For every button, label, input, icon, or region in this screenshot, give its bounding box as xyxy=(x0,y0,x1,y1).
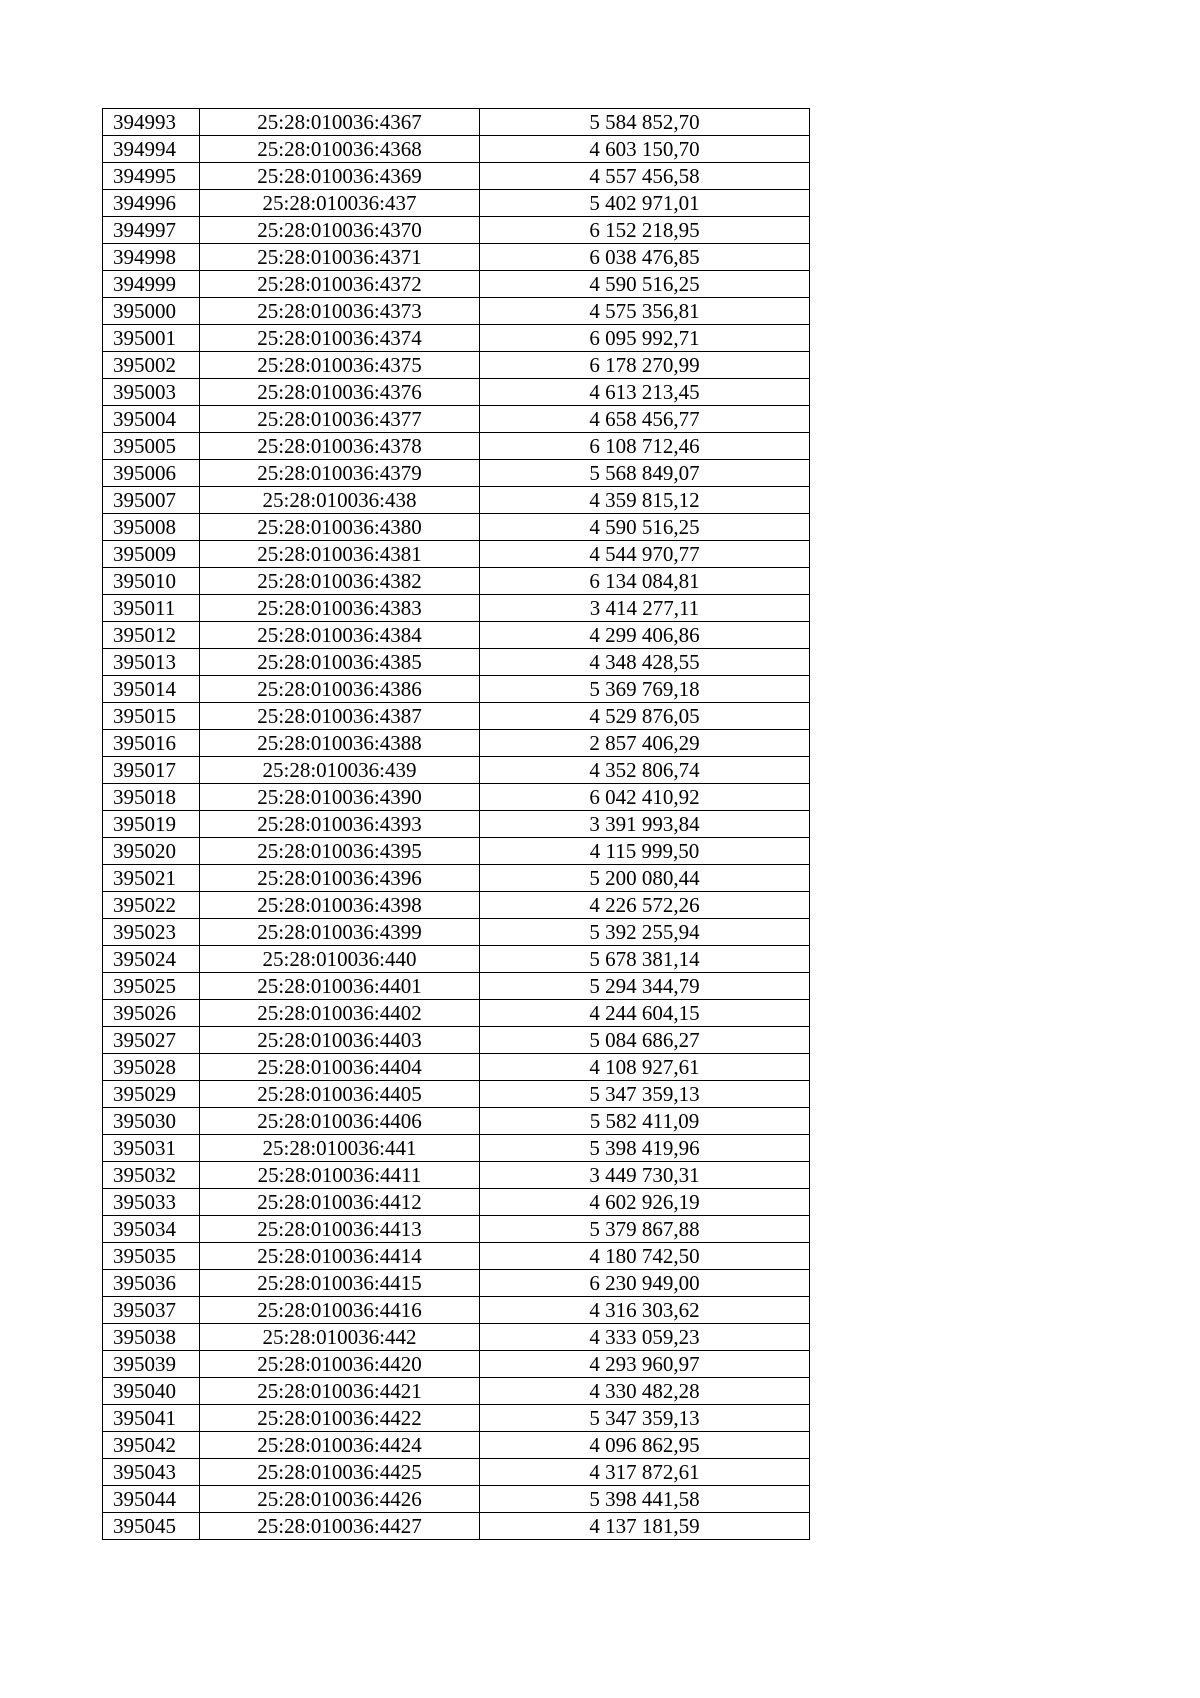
table-row xyxy=(103,460,810,487)
table-row xyxy=(103,541,810,568)
table-row xyxy=(103,433,810,460)
row-number-cell: 395007 xyxy=(103,487,200,514)
table-row xyxy=(103,1486,810,1513)
cadastral-number-cell: 25:28:010036:4380 xyxy=(200,514,480,541)
cadastral-value-cell: 5 379 867,88 xyxy=(480,1216,810,1243)
table-row xyxy=(103,838,810,865)
table-row xyxy=(103,703,810,730)
cadastral-number-cell: 25:28:010036:439 xyxy=(200,757,480,784)
cadastral-number-cell: 25:28:010036:4399 xyxy=(200,919,480,946)
cadastral-number-cell: 25:28:010036:4373 xyxy=(200,298,480,325)
cadastral-value-cell: 6 178 270,99 xyxy=(480,352,810,379)
cadastral-value-cell: 5 582 411,09 xyxy=(480,1108,810,1135)
table-row xyxy=(103,1405,810,1432)
row-number-cell: 395027 xyxy=(103,1027,200,1054)
cadastral-number-cell: 25:28:010036:4422 xyxy=(200,1405,480,1432)
row-number-cell: 395016 xyxy=(103,730,200,757)
cadastral-value-cell: 5 084 686,27 xyxy=(480,1027,810,1054)
cadastral-value-cell: 5 402 971,01 xyxy=(480,190,810,217)
cadastral-value-cell: 4 613 213,45 xyxy=(480,379,810,406)
cadastral-value-cell: 5 584 852,70 xyxy=(480,109,810,136)
row-number-cell: 395003 xyxy=(103,379,200,406)
table-row xyxy=(103,811,810,838)
table-row xyxy=(103,217,810,244)
table-row xyxy=(103,190,810,217)
table-row xyxy=(103,136,810,163)
row-number-cell: 395014 xyxy=(103,676,200,703)
table-body xyxy=(103,109,810,1540)
cadastral-value-cell: 5 347 359,13 xyxy=(480,1405,810,1432)
row-number-cell: 395032 xyxy=(103,1162,200,1189)
cadastral-value-cell: 4 529 876,05 xyxy=(480,703,810,730)
cadastral-value-table xyxy=(102,108,810,1540)
cadastral-value-cell: 4 137 181,59 xyxy=(480,1513,810,1540)
cadastral-number-cell: 25:28:010036:4420 xyxy=(200,1351,480,1378)
cadastral-number-cell: 25:28:010036:4427 xyxy=(200,1513,480,1540)
cadastral-value-cell: 4 590 516,25 xyxy=(480,514,810,541)
row-number-cell: 395024 xyxy=(103,946,200,973)
cadastral-value-cell: 6 134 084,81 xyxy=(480,568,810,595)
cadastral-number-cell: 25:28:010036:4368 xyxy=(200,136,480,163)
cadastral-value-cell: 4 317 872,61 xyxy=(480,1459,810,1486)
table-row xyxy=(103,325,810,352)
cadastral-number-cell: 25:28:010036:4396 xyxy=(200,865,480,892)
row-number-cell: 395005 xyxy=(103,433,200,460)
cadastral-value-cell: 5 678 381,14 xyxy=(480,946,810,973)
row-number-cell: 395037 xyxy=(103,1297,200,1324)
row-number-cell: 394993 xyxy=(103,109,200,136)
cadastral-number-cell: 25:28:010036:4370 xyxy=(200,217,480,244)
cadastral-number-cell: 25:28:010036:4403 xyxy=(200,1027,480,1054)
table-row xyxy=(103,1135,810,1162)
cadastral-number-cell: 25:28:010036:4416 xyxy=(200,1297,480,1324)
row-number-cell: 395012 xyxy=(103,622,200,649)
table-row xyxy=(103,487,810,514)
table-row xyxy=(103,946,810,973)
cadastral-number-cell: 25:28:010036:4395 xyxy=(200,838,480,865)
cadastral-value-cell: 2 857 406,29 xyxy=(480,730,810,757)
table-row xyxy=(103,1513,810,1540)
cadastral-value-cell: 4 603 150,70 xyxy=(480,136,810,163)
cadastral-value-cell: 5 398 441,58 xyxy=(480,1486,810,1513)
row-number-cell: 395021 xyxy=(103,865,200,892)
row-number-cell: 395023 xyxy=(103,919,200,946)
cadastral-number-cell: 25:28:010036:4393 xyxy=(200,811,480,838)
cadastral-number-cell: 25:28:010036:4387 xyxy=(200,703,480,730)
cadastral-value-cell: 5 347 359,13 xyxy=(480,1081,810,1108)
cadastral-number-cell: 25:28:010036:4378 xyxy=(200,433,480,460)
cadastral-value-cell: 5 200 080,44 xyxy=(480,865,810,892)
cadastral-number-cell: 25:28:010036:4390 xyxy=(200,784,480,811)
table-row xyxy=(103,1243,810,1270)
row-number-cell: 395033 xyxy=(103,1189,200,1216)
cadastral-number-cell: 25:28:010036:4381 xyxy=(200,541,480,568)
cadastral-number-cell: 25:28:010036:437 xyxy=(200,190,480,217)
cadastral-value-cell: 4 244 604,15 xyxy=(480,1000,810,1027)
table-row xyxy=(103,1000,810,1027)
row-number-cell: 395026 xyxy=(103,1000,200,1027)
cadastral-value-cell: 3 449 730,31 xyxy=(480,1162,810,1189)
cadastral-value-cell: 4 226 572,26 xyxy=(480,892,810,919)
table-row xyxy=(103,406,810,433)
cadastral-number-cell: 25:28:010036:4415 xyxy=(200,1270,480,1297)
cadastral-number-cell: 25:28:010036:4369 xyxy=(200,163,480,190)
table-row xyxy=(103,676,810,703)
cadastral-value-cell: 5 294 344,79 xyxy=(480,973,810,1000)
table-row xyxy=(103,1054,810,1081)
cadastral-number-cell: 25:28:010036:4372 xyxy=(200,271,480,298)
table-row xyxy=(103,1108,810,1135)
table-row xyxy=(103,1459,810,1486)
table-row xyxy=(103,1324,810,1351)
row-number-cell: 395009 xyxy=(103,541,200,568)
cadastral-number-cell: 25:28:010036:4375 xyxy=(200,352,480,379)
cadastral-value-cell: 4 602 926,19 xyxy=(480,1189,810,1216)
table-row xyxy=(103,568,810,595)
cadastral-number-cell: 25:28:010036:4412 xyxy=(200,1189,480,1216)
row-number-cell: 395020 xyxy=(103,838,200,865)
row-number-cell: 394995 xyxy=(103,163,200,190)
row-number-cell: 395041 xyxy=(103,1405,200,1432)
row-number-cell: 394998 xyxy=(103,244,200,271)
table-row xyxy=(103,514,810,541)
cadastral-value-cell: 4 348 428,55 xyxy=(480,649,810,676)
table-row xyxy=(103,379,810,406)
table-row xyxy=(103,973,810,1000)
row-number-cell: 395013 xyxy=(103,649,200,676)
table-row xyxy=(103,1216,810,1243)
cadastral-number-cell: 25:28:010036:4398 xyxy=(200,892,480,919)
cadastral-value-cell: 4 096 862,95 xyxy=(480,1432,810,1459)
row-number-cell: 395000 xyxy=(103,298,200,325)
row-number-cell: 395015 xyxy=(103,703,200,730)
row-number-cell: 395030 xyxy=(103,1108,200,1135)
row-number-cell: 395025 xyxy=(103,973,200,1000)
row-number-cell: 394997 xyxy=(103,217,200,244)
cadastral-value-cell: 4 352 806,74 xyxy=(480,757,810,784)
cadastral-number-cell: 25:28:010036:4406 xyxy=(200,1108,480,1135)
row-number-cell: 395001 xyxy=(103,325,200,352)
cadastral-number-cell: 25:28:010036:4413 xyxy=(200,1216,480,1243)
cadastral-number-cell: 25:28:010036:4401 xyxy=(200,973,480,1000)
row-number-cell: 395008 xyxy=(103,514,200,541)
row-number-cell: 395010 xyxy=(103,568,200,595)
row-number-cell: 395019 xyxy=(103,811,200,838)
table-row xyxy=(103,1081,810,1108)
table-row xyxy=(103,649,810,676)
table-row xyxy=(103,622,810,649)
cadastral-number-cell: 25:28:010036:4386 xyxy=(200,676,480,703)
row-number-cell: 395045 xyxy=(103,1513,200,1540)
cadastral-value-cell: 4 359 815,12 xyxy=(480,487,810,514)
cadastral-number-cell: 25:28:010036:4383 xyxy=(200,595,480,622)
table-row xyxy=(103,244,810,271)
table-row xyxy=(103,1378,810,1405)
cadastral-number-cell: 25:28:010036:4424 xyxy=(200,1432,480,1459)
cadastral-number-cell: 25:28:010036:4425 xyxy=(200,1459,480,1486)
cadastral-value-cell: 4 575 356,81 xyxy=(480,298,810,325)
cadastral-value-cell: 3 391 993,84 xyxy=(480,811,810,838)
cadastral-value-cell: 4 316 303,62 xyxy=(480,1297,810,1324)
table-row xyxy=(103,919,810,946)
cadastral-value-cell: 5 392 255,94 xyxy=(480,919,810,946)
row-number-cell: 395011 xyxy=(103,595,200,622)
cadastral-number-cell: 25:28:010036:4374 xyxy=(200,325,480,352)
row-number-cell: 395029 xyxy=(103,1081,200,1108)
cadastral-number-cell: 25:28:010036:442 xyxy=(200,1324,480,1351)
table-row xyxy=(103,163,810,190)
table-row xyxy=(103,892,810,919)
cadastral-number-cell: 25:28:010036:440 xyxy=(200,946,480,973)
table-row xyxy=(103,1432,810,1459)
cadastral-value-cell: 5 369 769,18 xyxy=(480,676,810,703)
row-number-cell: 395028 xyxy=(103,1054,200,1081)
row-number-cell: 395035 xyxy=(103,1243,200,1270)
cadastral-value-cell: 4 299 406,86 xyxy=(480,622,810,649)
cadastral-value-cell: 5 568 849,07 xyxy=(480,460,810,487)
cadastral-number-cell: 25:28:010036:4379 xyxy=(200,460,480,487)
table-row xyxy=(103,595,810,622)
cadastral-number-cell: 25:28:010036:4376 xyxy=(200,379,480,406)
table-row xyxy=(103,1351,810,1378)
cadastral-value-cell: 4 180 742,50 xyxy=(480,1243,810,1270)
table-row xyxy=(103,352,810,379)
table-row xyxy=(103,1189,810,1216)
cadastral-number-cell: 25:28:010036:4385 xyxy=(200,649,480,676)
table-row xyxy=(103,1027,810,1054)
cadastral-number-cell: 25:28:010036:4421 xyxy=(200,1378,480,1405)
table-row xyxy=(103,1270,810,1297)
cadastral-value-cell: 4 544 970,77 xyxy=(480,541,810,568)
cadastral-number-cell: 25:28:010036:4411 xyxy=(200,1162,480,1189)
table-row xyxy=(103,865,810,892)
row-number-cell: 395038 xyxy=(103,1324,200,1351)
cadastral-value-cell: 4 115 999,50 xyxy=(480,838,810,865)
table-row xyxy=(103,109,810,136)
cadastral-value-cell: 6 108 712,46 xyxy=(480,433,810,460)
row-number-cell: 394999 xyxy=(103,271,200,298)
row-number-cell: 395002 xyxy=(103,352,200,379)
table-row xyxy=(103,757,810,784)
cadastral-value-cell: 4 108 927,61 xyxy=(480,1054,810,1081)
row-number-cell: 394994 xyxy=(103,136,200,163)
cadastral-value-cell: 6 042 410,92 xyxy=(480,784,810,811)
cadastral-number-cell: 25:28:010036:441 xyxy=(200,1135,480,1162)
table-row xyxy=(103,1297,810,1324)
cadastral-number-cell: 25:28:010036:4426 xyxy=(200,1486,480,1513)
table-row xyxy=(103,1162,810,1189)
table-row xyxy=(103,298,810,325)
cadastral-number-cell: 25:28:010036:438 xyxy=(200,487,480,514)
cadastral-number-cell: 25:28:010036:4367 xyxy=(200,109,480,136)
cadastral-number-cell: 25:28:010036:4371 xyxy=(200,244,480,271)
cadastral-number-cell: 25:28:010036:4404 xyxy=(200,1054,480,1081)
cadastral-value-cell: 4 557 456,58 xyxy=(480,163,810,190)
cadastral-number-cell: 25:28:010036:4388 xyxy=(200,730,480,757)
row-number-cell: 395018 xyxy=(103,784,200,811)
cadastral-value-cell: 6 230 949,00 xyxy=(480,1270,810,1297)
table-row xyxy=(103,784,810,811)
cadastral-value-cell: 4 293 960,97 xyxy=(480,1351,810,1378)
row-number-cell: 395006 xyxy=(103,460,200,487)
cadastral-value-cell: 4 333 059,23 xyxy=(480,1324,810,1351)
cadastral-number-cell: 25:28:010036:4414 xyxy=(200,1243,480,1270)
row-number-cell: 395042 xyxy=(103,1432,200,1459)
row-number-cell: 395043 xyxy=(103,1459,200,1486)
cadastral-value-cell: 5 398 419,96 xyxy=(480,1135,810,1162)
cadastral-value-cell: 4 330 482,28 xyxy=(480,1378,810,1405)
row-number-cell: 395039 xyxy=(103,1351,200,1378)
row-number-cell: 395031 xyxy=(103,1135,200,1162)
cadastral-value-cell: 6 152 218,95 xyxy=(480,217,810,244)
table-row xyxy=(103,271,810,298)
row-number-cell: 395044 xyxy=(103,1486,200,1513)
cadastral-number-cell: 25:28:010036:4402 xyxy=(200,1000,480,1027)
row-number-cell: 395036 xyxy=(103,1270,200,1297)
table-row xyxy=(103,730,810,757)
row-number-cell: 394996 xyxy=(103,190,200,217)
cadastral-number-cell: 25:28:010036:4405 xyxy=(200,1081,480,1108)
row-number-cell: 395040 xyxy=(103,1378,200,1405)
cadastral-value-cell: 4 590 516,25 xyxy=(480,271,810,298)
cadastral-number-cell: 25:28:010036:4384 xyxy=(200,622,480,649)
cadastral-value-cell: 6 038 476,85 xyxy=(480,244,810,271)
row-number-cell: 395034 xyxy=(103,1216,200,1243)
row-number-cell: 395022 xyxy=(103,892,200,919)
row-number-cell: 395004 xyxy=(103,406,200,433)
cadastral-value-cell: 4 658 456,77 xyxy=(480,406,810,433)
cadastral-number-cell: 25:28:010036:4382 xyxy=(200,568,480,595)
cadastral-value-cell: 3 414 277,11 xyxy=(480,595,810,622)
cadastral-number-cell: 25:28:010036:4377 xyxy=(200,406,480,433)
cadastral-value-cell: 6 095 992,71 xyxy=(480,325,810,352)
row-number-cell: 395017 xyxy=(103,757,200,784)
